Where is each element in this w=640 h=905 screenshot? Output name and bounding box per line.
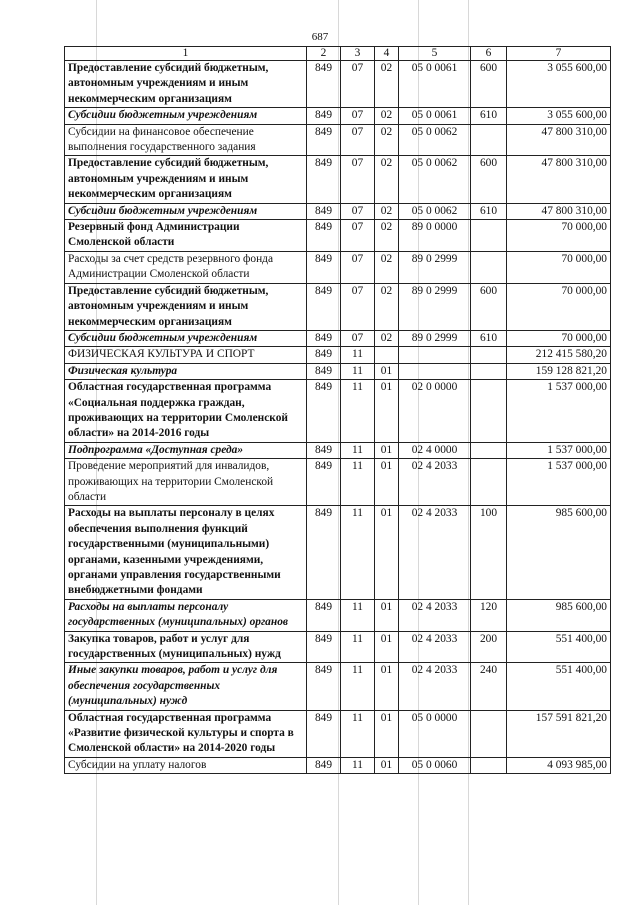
amount-cell: 985 600,00 xyxy=(507,599,611,631)
section-code-cell: 07 xyxy=(341,108,375,124)
expense-type-cell xyxy=(471,757,507,773)
expense-name-cell: Субсидии на финансовое обеспечение выполнения государственного задания xyxy=(65,124,307,156)
expense-name-cell: Проведение мероприятий для инвалидов, проживающих на территории Смоленской области xyxy=(65,459,307,506)
section-code-cell: 07 xyxy=(341,156,375,203)
table-row xyxy=(65,757,611,773)
subsection-code-cell: 02 xyxy=(375,251,399,283)
expense-type-cell: 100 xyxy=(471,506,507,599)
amount-cell: 3 055 600,00 xyxy=(507,108,611,124)
amount-cell: 1 537 000,00 xyxy=(507,380,611,443)
subsection-code-cell: 01 xyxy=(375,663,399,710)
target-article-cell xyxy=(399,347,471,363)
expense-name-cell: Областная государственная программа «Социальная поддержка граждан, проживающих на территории Смоленской области» на 2014-2016 годы xyxy=(65,380,307,443)
subsection-code-cell: 02 xyxy=(375,61,399,108)
amount-cell: 212 415 580,20 xyxy=(507,347,611,363)
amount-cell: 551 400,00 xyxy=(507,631,611,663)
section-code-cell: 11 xyxy=(341,347,375,363)
table-row xyxy=(65,442,611,458)
admin-code-cell: 849 xyxy=(307,283,341,330)
section-code-cell: 07 xyxy=(341,251,375,283)
target-article-cell: 05 0 0061 xyxy=(399,61,471,108)
target-article-cell: 89 0 2999 xyxy=(399,283,471,330)
expense-name-cell: Расходы за счет средств резервного фонда Администрации Смоленской области xyxy=(65,251,307,283)
table-row xyxy=(65,283,611,330)
amount-cell: 47 800 310,00 xyxy=(507,124,611,156)
expense-name-cell: Расходы на выплаты персоналу в целях обеспечения выполнения функций государственными (муниципальными) органами, казенными учреждениями, органами управления государственными внебюджетными фондами xyxy=(65,506,307,599)
table-row xyxy=(65,251,611,283)
section-code-cell: 11 xyxy=(341,663,375,710)
section-code-cell: 07 xyxy=(341,124,375,156)
target-article-cell: 05 0 0062 xyxy=(399,124,471,156)
admin-code-cell: 849 xyxy=(307,124,341,156)
table-row xyxy=(65,330,611,346)
admin-code-cell: 849 xyxy=(307,506,341,599)
target-article-cell: 05 0 0060 xyxy=(399,757,471,773)
subsection-code-cell: 01 xyxy=(375,459,399,506)
target-article-cell: 89 0 2999 xyxy=(399,330,471,346)
expense-type-cell: 610 xyxy=(471,108,507,124)
admin-code-cell: 849 xyxy=(307,363,341,379)
subsection-code-cell: 01 xyxy=(375,631,399,663)
expense-name-cell: Предоставление субсидий бюджетным, автономным учреждениям и иным некоммерческим организациям xyxy=(65,61,307,108)
table-row xyxy=(65,347,611,363)
expense-type-cell xyxy=(471,710,507,757)
subsection-code-cell: 01 xyxy=(375,757,399,773)
amount-cell: 70 000,00 xyxy=(507,330,611,346)
expense-type-cell xyxy=(471,459,507,506)
section-code-cell: 11 xyxy=(341,757,375,773)
table-row xyxy=(65,663,611,710)
column-header: 7 xyxy=(507,47,611,61)
target-article-cell: 05 0 0062 xyxy=(399,203,471,219)
admin-code-cell: 849 xyxy=(307,156,341,203)
target-article-cell: 02 4 2033 xyxy=(399,599,471,631)
subsection-code-cell: 02 xyxy=(375,124,399,156)
expense-type-cell xyxy=(471,347,507,363)
section-code-cell: 11 xyxy=(341,363,375,379)
expense-type-cell: 610 xyxy=(471,203,507,219)
section-code-cell: 07 xyxy=(341,330,375,346)
amount-cell: 1 537 000,00 xyxy=(507,442,611,458)
page-number: 687 xyxy=(311,31,329,43)
amount-cell: 70 000,00 xyxy=(507,220,611,252)
admin-code-cell: 849 xyxy=(307,599,341,631)
target-article-cell: 02 0 0000 xyxy=(399,380,471,443)
expense-type-cell xyxy=(471,380,507,443)
expense-name-cell: Физическая культура xyxy=(65,363,307,379)
target-article-cell: 89 0 2999 xyxy=(399,251,471,283)
column-header: 4 xyxy=(375,47,399,61)
expense-type-cell xyxy=(471,220,507,252)
table-row xyxy=(65,220,611,252)
section-code-cell: 11 xyxy=(341,506,375,599)
subsection-code-cell: 02 xyxy=(375,330,399,346)
subsection-code-cell: 02 xyxy=(375,203,399,219)
expense-type-cell: 610 xyxy=(471,330,507,346)
amount-cell: 1 537 000,00 xyxy=(507,459,611,506)
subsection-code-cell xyxy=(375,347,399,363)
admin-code-cell: 849 xyxy=(307,108,341,124)
table-row xyxy=(65,380,611,443)
section-code-cell: 11 xyxy=(341,459,375,506)
admin-code-cell: 849 xyxy=(307,442,341,458)
subsection-code-cell: 01 xyxy=(375,380,399,443)
subsection-code-cell: 02 xyxy=(375,156,399,203)
table-row xyxy=(65,506,611,599)
admin-code-cell: 849 xyxy=(307,203,341,219)
admin-code-cell: 849 xyxy=(307,380,341,443)
expense-name-cell: Субсидии бюджетным учреждениям xyxy=(65,108,307,124)
table-row xyxy=(65,363,611,379)
admin-code-cell: 849 xyxy=(307,757,341,773)
expense-type-cell xyxy=(471,363,507,379)
amount-cell: 47 800 310,00 xyxy=(507,203,611,219)
expense-type-cell xyxy=(471,442,507,458)
expense-name-cell: Расходы на выплаты персоналу государственных (муниципальных) органов xyxy=(65,599,307,631)
admin-code-cell: 849 xyxy=(307,631,341,663)
amount-cell: 159 128 821,20 xyxy=(507,363,611,379)
expense-type-cell: 600 xyxy=(471,61,507,108)
target-article-cell: 02 4 2033 xyxy=(399,506,471,599)
expense-name-cell: Подпрограмма «Доступная среда» xyxy=(65,442,307,458)
section-code-cell: 07 xyxy=(341,220,375,252)
amount-cell: 157 591 821,20 xyxy=(507,710,611,757)
amount-cell: 47 800 310,00 xyxy=(507,156,611,203)
expense-name-cell: Областная государственная программа «Развитие физической культуры и спорта в Смоленской области» на 2014-2020 годы xyxy=(65,710,307,757)
expense-type-cell: 600 xyxy=(471,156,507,203)
expense-type-cell: 600 xyxy=(471,283,507,330)
expense-name-cell: Субсидии бюджетным учреждениям xyxy=(65,203,307,219)
target-article-cell: 02 4 2033 xyxy=(399,631,471,663)
subsection-code-cell: 01 xyxy=(375,599,399,631)
expense-type-cell xyxy=(471,251,507,283)
section-code-cell: 07 xyxy=(341,61,375,108)
amount-cell: 4 093 985,00 xyxy=(507,757,611,773)
admin-code-cell: 849 xyxy=(307,710,341,757)
subsection-code-cell: 02 xyxy=(375,220,399,252)
table-row xyxy=(65,124,611,156)
table-row xyxy=(65,710,611,757)
table-row xyxy=(65,156,611,203)
subsection-code-cell: 01 xyxy=(375,442,399,458)
target-article-cell: 02 4 0000 xyxy=(399,442,471,458)
target-article-cell: 05 0 0000 xyxy=(399,710,471,757)
expense-name-cell: Субсидии бюджетным учреждениям xyxy=(65,330,307,346)
column-header: 3 xyxy=(341,47,375,61)
admin-code-cell: 849 xyxy=(307,251,341,283)
amount-cell: 985 600,00 xyxy=(507,506,611,599)
amount-cell: 70 000,00 xyxy=(507,283,611,330)
amount-cell: 551 400,00 xyxy=(507,663,611,710)
subsection-code-cell: 01 xyxy=(375,506,399,599)
column-header: 6 xyxy=(471,47,507,61)
table-header-row xyxy=(65,47,611,61)
section-code-cell: 11 xyxy=(341,442,375,458)
admin-code-cell: 849 xyxy=(307,663,341,710)
target-article-cell: 02 4 2033 xyxy=(399,663,471,710)
subsection-code-cell: 01 xyxy=(375,710,399,757)
section-code-cell: 11 xyxy=(341,710,375,757)
expense-type-cell xyxy=(471,124,507,156)
budget-table xyxy=(64,46,611,774)
admin-code-cell: 849 xyxy=(307,347,341,363)
column-header: 5 xyxy=(399,47,471,61)
admin-code-cell: 849 xyxy=(307,459,341,506)
amount-cell: 3 055 600,00 xyxy=(507,61,611,108)
section-code-cell: 07 xyxy=(341,283,375,330)
table-row xyxy=(65,459,611,506)
expense-name-cell: Предоставление субсидий бюджетным, автономным учреждениям и иным некоммерческим организациям xyxy=(65,156,307,203)
section-code-cell: 11 xyxy=(341,631,375,663)
target-article-cell: 05 0 0061 xyxy=(399,108,471,124)
expense-type-cell: 120 xyxy=(471,599,507,631)
expense-name-cell: Закупка товаров, работ и услуг для государственных (муниципальных) нужд xyxy=(65,631,307,663)
table-row xyxy=(65,61,611,108)
subsection-code-cell: 02 xyxy=(375,283,399,330)
target-article-cell xyxy=(399,363,471,379)
expense-name-cell: Предоставление субсидий бюджетным, автономным учреждениям и иным некоммерческим организациям xyxy=(65,283,307,330)
column-header: 1 xyxy=(65,47,307,61)
table-row xyxy=(65,599,611,631)
expense-name-cell: Резервный фонд Администрации Смоленской области xyxy=(65,220,307,252)
target-article-cell: 89 0 0000 xyxy=(399,220,471,252)
amount-cell: 70 000,00 xyxy=(507,251,611,283)
table-row xyxy=(65,203,611,219)
table-row xyxy=(65,631,611,663)
section-code-cell: 07 xyxy=(341,203,375,219)
admin-code-cell: 849 xyxy=(307,61,341,108)
column-header: 2 xyxy=(307,47,341,61)
admin-code-cell: 849 xyxy=(307,330,341,346)
target-article-cell: 05 0 0062 xyxy=(399,156,471,203)
subsection-code-cell: 02 xyxy=(375,108,399,124)
expense-name-cell: ФИЗИЧЕСКАЯ КУЛЬТУРА И СПОРТ xyxy=(65,347,307,363)
expense-type-cell: 240 xyxy=(471,663,507,710)
subsection-code-cell: 01 xyxy=(375,363,399,379)
section-code-cell: 11 xyxy=(341,380,375,443)
expense-name-cell: Иные закупки товаров, работ и услуг для обеспечения государственных (муниципальных) нужд xyxy=(65,663,307,710)
expense-name-cell: Субсидии на уплату налогов xyxy=(65,757,307,773)
table-row xyxy=(65,108,611,124)
target-article-cell: 02 4 2033 xyxy=(399,459,471,506)
expense-type-cell: 200 xyxy=(471,631,507,663)
section-code-cell: 11 xyxy=(341,599,375,631)
admin-code-cell: 849 xyxy=(307,220,341,252)
